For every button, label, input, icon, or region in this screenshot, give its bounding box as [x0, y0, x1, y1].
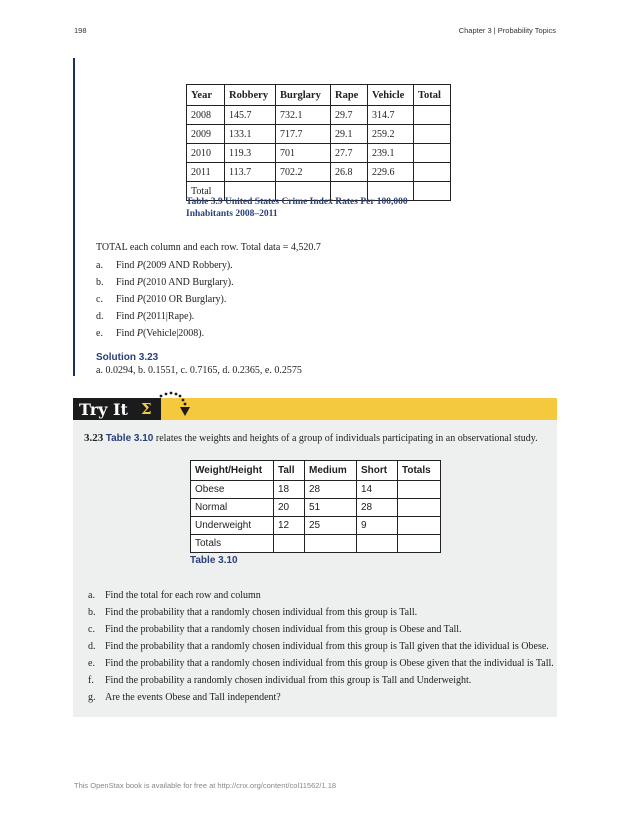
table-cell: 701: [276, 144, 331, 163]
item-text: Are the events Obese and Tall independent?: [105, 692, 281, 703]
table-cell: Underweight: [191, 517, 274, 535]
list-item: [88, 675, 554, 692]
table-cell: 239.1: [368, 144, 414, 163]
table-row: [191, 481, 441, 499]
item-letter: b.: [88, 607, 96, 618]
example-side-rule: [73, 58, 75, 376]
table-cell: 119.3: [225, 144, 276, 163]
table-reference-link[interactable]: Table 3.10: [105, 433, 154, 444]
item-letter: a.: [96, 260, 103, 271]
table-cell: 314.7: [368, 106, 414, 125]
item-text: Find P(2009 AND Robbery).: [116, 260, 233, 271]
item-text: Find the probability that a randomly chosen individual from this group is Tall.: [105, 607, 418, 618]
crime-col-header: Robbery: [225, 85, 276, 106]
item-letter: d.: [96, 311, 104, 322]
try-it-question-list: [88, 590, 554, 709]
item-letter: g.: [88, 692, 96, 703]
table-cell: Obese: [191, 481, 274, 499]
table-row: [187, 144, 451, 163]
exercise-number: 3.23: [84, 432, 104, 444]
weight-table-header: [191, 461, 441, 481]
try-it-question: [84, 432, 538, 444]
item-text: Find the probability that a randomly chosen individual from this group is Obese and Tall.: [105, 624, 462, 635]
weight-col-header: Weight/Height: [191, 461, 274, 481]
weight-table-caption: Table 3.10: [190, 555, 238, 566]
table-row: [187, 163, 451, 182]
item-letter: e.: [88, 658, 95, 669]
problem-question-list: [96, 260, 234, 345]
table-cell: 18: [274, 481, 305, 499]
item-letter: d.: [88, 641, 96, 652]
table-cell: 26.8: [331, 163, 368, 182]
table-cell: 2009: [187, 125, 225, 144]
weight-col-header: Totals: [398, 461, 441, 481]
table-cell: 12: [274, 517, 305, 535]
item-text: Find the probability that a randomly chosen individual from this group is Tall given that the idividual is Obese.: [105, 641, 549, 652]
crime-table-header: [187, 85, 451, 106]
item-letter: f.: [88, 675, 94, 686]
weight-height-table: [190, 460, 441, 553]
item-text: Find P(2010 OR Burglary).: [116, 294, 227, 305]
table-cell: [414, 125, 451, 144]
crime-col-header: Year: [187, 85, 225, 106]
exercise-text: relates the weights and heights of a group of individuals participating in an observational study.: [153, 433, 538, 444]
item-letter: c.: [96, 294, 103, 305]
list-item: [88, 658, 554, 675]
table-row: [191, 517, 441, 535]
list-item: [96, 311, 234, 328]
list-item: [96, 294, 234, 311]
item-text: Find the probability that a randomly chosen individual from this group is Obese given that the individual is Tall.: [105, 658, 554, 669]
list-item: [88, 641, 554, 658]
table-row: [191, 535, 441, 553]
item-letter: e.: [96, 328, 103, 339]
table-cell: 229.6: [368, 163, 414, 182]
table-cell: [414, 144, 451, 163]
table-cell: 51: [305, 499, 357, 517]
table-cell: 14: [357, 481, 398, 499]
table-cell: Totals: [191, 535, 274, 553]
table-cell: 27.7: [331, 144, 368, 163]
list-item: [88, 607, 554, 624]
list-item: [96, 328, 234, 345]
crime-table-caption: Table 3.9 United States Crime Index Rates Per 100,000 Inhabitants 2008–2011: [186, 197, 408, 219]
crime-col-header: Vehicle: [368, 85, 414, 106]
table-cell: 9: [357, 517, 398, 535]
problem-intro: TOTAL each column and each row. Total data = 4,520.7: [96, 242, 321, 253]
crime-col-header: Rape: [331, 85, 368, 106]
item-text: Find the probability a randomly chosen individual from this group is Tall and Underweight.: [105, 675, 472, 686]
list-item: [96, 260, 234, 277]
table-cell: 133.1: [225, 125, 276, 144]
table-row: [191, 499, 441, 517]
list-item: [88, 624, 554, 641]
list-item: [88, 590, 554, 607]
table-cell: [414, 106, 451, 125]
item-text: Find the total for each row and column: [105, 590, 261, 601]
list-item: [96, 277, 234, 294]
table-cell: 25: [305, 517, 357, 535]
table-cell: [274, 535, 305, 553]
table-cell: 113.7: [225, 163, 276, 182]
table-cell: 29.1: [331, 125, 368, 144]
table-cell: [398, 481, 441, 499]
crime-col-header: Burglary: [276, 85, 331, 106]
table-cell: 2011: [187, 163, 225, 182]
table-cell: 29.7: [331, 106, 368, 125]
table-cell: [357, 535, 398, 553]
chapter-title: Chapter 3 | Probability Topics: [458, 26, 556, 35]
table-cell: 20: [274, 499, 305, 517]
table-cell: 717.7: [276, 125, 331, 144]
try-it-text: Try It: [79, 400, 128, 419]
footer-note: This OpenStax book is available for free at http://cnx.org/content/col11562/1.18: [74, 781, 337, 790]
weight-col-header: Short: [357, 461, 398, 481]
table-cell: Total: [187, 182, 225, 201]
table-cell: [398, 499, 441, 517]
crime-table: [186, 84, 451, 201]
table-cell: 259.2: [368, 125, 414, 144]
table-cell: [414, 163, 451, 182]
table-cell: 702.2: [276, 163, 331, 182]
list-item: [88, 692, 554, 709]
table-cell: 145.7: [225, 106, 276, 125]
weight-col-header: Medium: [305, 461, 357, 481]
table-row: [187, 106, 451, 125]
table-cell: 28: [357, 499, 398, 517]
item-letter: c.: [88, 624, 95, 635]
table-cell: Normal: [191, 499, 274, 517]
item-text: Find P(2011|Rape).: [116, 311, 195, 322]
dotted-arrow-icon: [157, 390, 193, 420]
table-cell: [398, 517, 441, 535]
solution-text: a. 0.0294, b. 0.1551, c. 0.7165, d. 0.2365, e. 0.2575: [96, 365, 302, 376]
table-cell: 2010: [187, 144, 225, 163]
crime-col-header: Total: [414, 85, 451, 106]
table-cell: 732.1: [276, 106, 331, 125]
sigma-icon: Σ: [141, 400, 152, 418]
table-cell: [398, 535, 441, 553]
table-row: [187, 125, 451, 144]
solution-heading: Solution 3.23: [96, 352, 159, 363]
item-text: Find P(Vehicle|2008).: [116, 328, 205, 339]
weight-col-header: Tall: [274, 461, 305, 481]
table-cell: 2008: [187, 106, 225, 125]
page-number: 198: [74, 26, 87, 35]
table-cell: 28: [305, 481, 357, 499]
item-text: Find P(2010 AND Burglary).: [116, 277, 234, 288]
item-letter: b.: [96, 277, 104, 288]
table-cell: [305, 535, 357, 553]
item-letter: a.: [88, 590, 95, 601]
